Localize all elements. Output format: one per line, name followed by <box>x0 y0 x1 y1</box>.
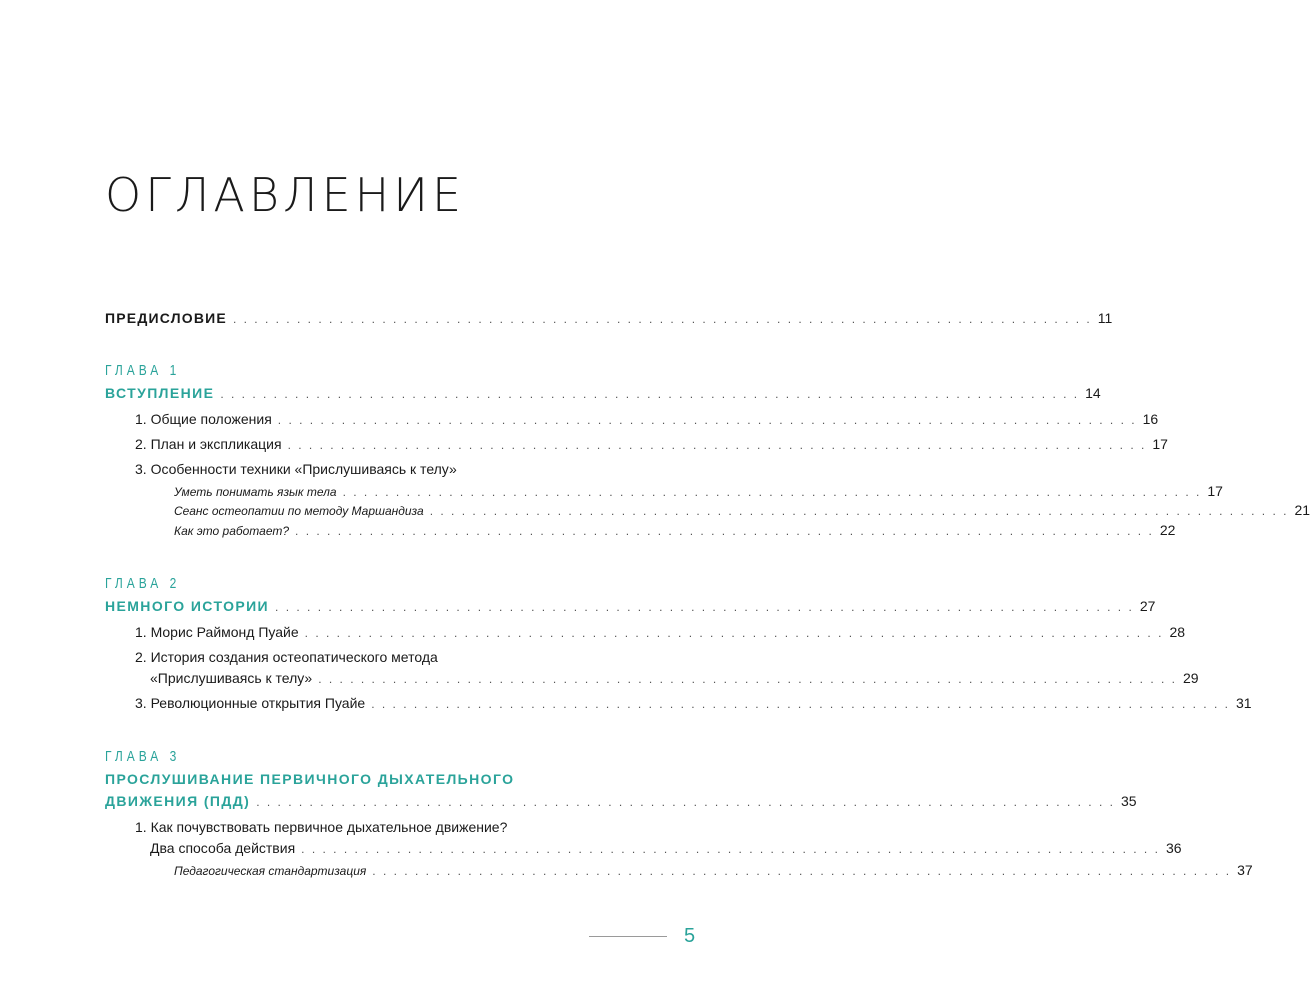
toc-page-number: 31 <box>1235 695 1252 711</box>
toc-subentry[interactable] <box>174 483 1223 499</box>
toc-entry-label[interactable]: 1. Как почувствовать первичное дыхательное движение? <box>135 819 508 835</box>
toc-entry-label: «Прислушиваясь к телу» <box>150 670 313 686</box>
toc-entry-label[interactable]: ПРОСЛУШИВАНИЕ ПЕРВИЧНОГО ДЫХАТЕЛЬНОГО <box>105 771 515 787</box>
toc-entry-label: Педагогическая стандартизация <box>174 864 367 878</box>
toc-entry-label: 1. Общие положения <box>135 411 272 427</box>
dot-leader: . . . . . . . . . . . . . . . . . . . . . . . . . . . . . . . . . . . . . . . . . . . . . . . . . . . . . . . . . . . . . . . . . . . . . . . . . . . . . . . . . <box>287 438 1147 452</box>
toc-page-number: 37 <box>1237 862 1253 878</box>
dot-leader: . . . . . . . . . . . . . . . . . . . . . . . . . . . . . . . . . . . . . . . . . . . . . . . . . . . . . . . . . . . . . . . . . . . . . . . . . . . . . . . . . <box>372 864 1232 878</box>
dot-leader: . . . . . . . . . . . . . . . . . . . . . . . . . . . . . . . . . . . . . . . . . . . . . . . . . . . . . . . . . . . . . . . . . . . . . . . . . . . . . . . . . <box>304 626 1164 640</box>
toc-entry-label[interactable]: 2. История создания остеопатического метода <box>135 649 438 665</box>
toc-entry-label: 2. План и экспликация <box>135 436 282 452</box>
dot-leader: . . . . . . . . . . . . . . . . . . . . . . . . . . . . . . . . . . . . . . . . . . . . . . . . . . . . . . . . . . . . . . . . . . . . . . . . . . . . . . . . . <box>277 413 1137 427</box>
toc-page-number: 21 <box>1294 502 1310 518</box>
toc-entry-chapter-title[interactable] <box>105 385 1101 401</box>
dot-leader: . . . . . . . . . . . . . . . . . . . . . . . . . . . . . . . . . . . . . . . . . . . . . . . . . . . . . . . . . . . . . . . . . . . . . . . . . . . . . . . . . <box>371 697 1230 711</box>
toc-page-number: 22 <box>1159 522 1176 538</box>
dot-leader: . . . . . . . . . . . . . . . . . . . . . . . . . . . . . . . . . . . . . . . . . . . . . . . . . . . . . . . . . . . . . . . . . . . . . . . . . . . . . . . . . <box>220 387 1080 401</box>
chapter-label: ГЛАВА 1 <box>105 362 181 379</box>
page-number: 5 <box>684 925 696 947</box>
footer-rule <box>589 936 667 937</box>
dot-leader: . . . . . . . . . . . . . . . . . . . . . . . . . . . . . . . . . . . . . . . . . . . . . . . . . . . . . . . . . . . . . . . . . . . . . . . . . . . . . . . . . <box>342 485 1202 499</box>
toc-entry-label: 3. Революционные открытия Пуайе <box>135 695 366 711</box>
toc-page-number: 29 <box>1183 670 1199 686</box>
toc-entry-label: Сеанс остеопатии по методу Маршандиза <box>174 504 424 518</box>
toc-entry-label: ПРЕДИСЛОВИЕ <box>105 310 227 326</box>
toc-entry-label: Как это работает? <box>174 524 290 538</box>
toc-entry-label: Два способа действия <box>150 840 296 856</box>
toc-entry-label: ВСТУПЛЕНИЕ <box>105 385 215 401</box>
toc-page-number: 35 <box>1120 793 1137 809</box>
toc-entry[interactable] <box>135 436 1168 452</box>
toc-page-number: 28 <box>1169 624 1186 640</box>
toc-page-number: 11 <box>1097 310 1113 326</box>
toc-page-number: 36 <box>1165 840 1182 856</box>
toc-entry-label: 1. Морис Раймонд Пуайе <box>135 624 299 640</box>
toc-entry-label: НЕМНОГО ИСТОРИИ <box>105 598 270 614</box>
dot-leader: . . . . . . . . . . . . . . . . . . . . . . . . . . . . . . . . . . . . . . . . . . . . . . . . . . . . . . . . . . . . . . . . . . . . . . . . . . . . . . . . . <box>429 504 1289 518</box>
toc-entry[interactable] <box>135 624 1186 640</box>
toc-entry[interactable] <box>150 670 1199 686</box>
dot-leader: . . . . . . . . . . . . . . . . . . . . . . . . . . . . . . . . . . . . . . . . . . . . . . . . . . . . . . . . . . . . . . . . . . . . . . . . . . . . . . . . . <box>301 842 1160 856</box>
toc-subentry[interactable] <box>174 522 1176 538</box>
dot-leader: . . . . . . . . . . . . . . . . . . . . . . . . . . . . . . . . . . . . . . . . . . . . . . . . . . . . . . . . . . . . . . . . . . . . . . . . . . . . . . . . . <box>275 600 1134 614</box>
toc-entry[interactable] <box>135 695 1252 711</box>
toc-page-number: 16 <box>1142 411 1159 427</box>
toc-page-number: 14 <box>1085 385 1101 401</box>
toc-subentry[interactable] <box>174 862 1253 878</box>
chapter-label: ГЛАВА 2 <box>105 575 181 592</box>
toc-entry[interactable] <box>135 411 1159 427</box>
toc-entry-chapter-title[interactable] <box>105 793 1137 809</box>
toc-page-number: 27 <box>1139 598 1156 614</box>
toc-entry[interactable] <box>150 840 1182 856</box>
toc-page-number: 17 <box>1207 483 1223 499</box>
toc-page-number: 17 <box>1152 436 1168 452</box>
toc-entry-chapter-title[interactable] <box>105 598 1156 614</box>
chapter-label: ГЛАВА 3 <box>105 748 181 765</box>
toc-entry-preface[interactable] <box>105 310 1113 326</box>
toc-entry-label[interactable]: 3. Особенности техники «Прислушиваясь к телу» <box>135 461 457 477</box>
dot-leader: . . . . . . . . . . . . . . . . . . . . . . . . . . . . . . . . . . . . . . . . . . . . . . . . . . . . . . . . . . . . . . . . . . . . . . . . . . . . . . . . . <box>318 672 1177 686</box>
page-title: ОГЛАВЛЕНИЕ <box>105 168 466 222</box>
toc-entry-label: ДВИЖЕНИЯ (ПДД) <box>105 793 251 809</box>
dot-leader: . . . . . . . . . . . . . . . . . . . . . . . . . . . . . . . . . . . . . . . . . . . . . . . . . . . . . . . . . . . . . . . . . . . . . . . . . . . . . . . . . <box>256 795 1115 809</box>
dot-leader: . . . . . . . . . . . . . . . . . . . . . . . . . . . . . . . . . . . . . . . . . . . . . . . . . . . . . . . . . . . . . . . . . . . . . . . . . . . . . . . . . <box>232 312 1092 326</box>
dot-leader: . . . . . . . . . . . . . . . . . . . . . . . . . . . . . . . . . . . . . . . . . . . . . . . . . . . . . . . . . . . . . . . . . . . . . . . . . . . . . . . . . <box>295 524 1154 538</box>
toc-entry-label: Уметь понимать язык тела <box>174 485 337 499</box>
toc-subentry[interactable] <box>174 502 1310 518</box>
